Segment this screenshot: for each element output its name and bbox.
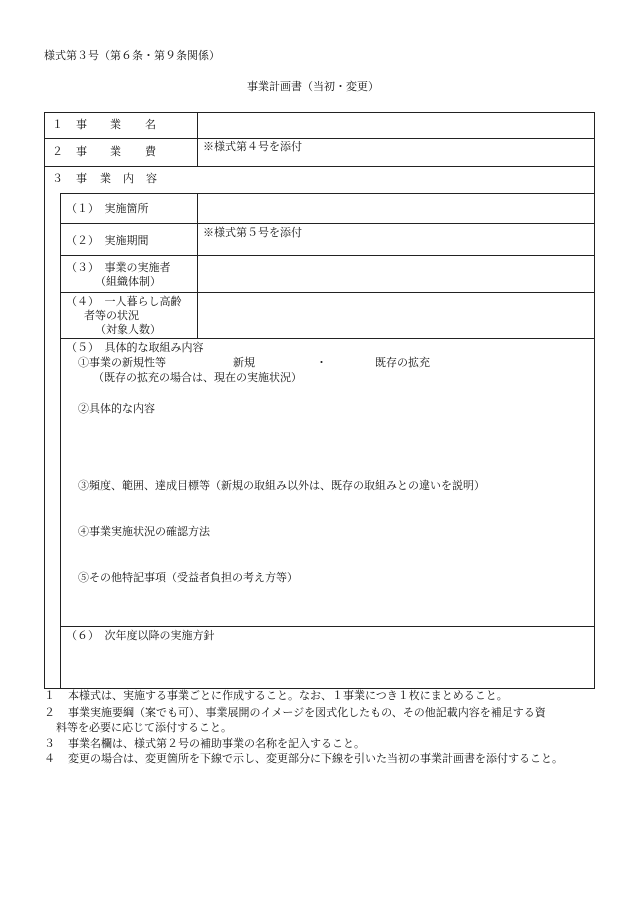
item-tokki-jikou: ⑤その他特記事項（受益者負担の考え方等） xyxy=(78,571,298,584)
jisshi-kasho-field[interactable] xyxy=(198,194,594,223)
sub-label-koureisha: （４） 一人暮らし高齢 xyxy=(66,295,182,308)
note-text: 変更の場合は、変更箇所を下線で示し、変更部分に下線を引いた当初の事業計画書を添付すること。 xyxy=(68,752,563,765)
item-hindo: ③頻度、範囲、達成目標等（新規の取組み以外は、既存の取組みとの違いを説明） xyxy=(78,479,485,492)
row-label-char: 業 xyxy=(110,145,121,158)
row-label-char: 事 xyxy=(76,145,87,158)
note-text-continued: 料等を必要に応じて添付すること。 xyxy=(56,721,232,734)
row-label-char: 費 xyxy=(145,145,156,158)
jigyou-hi-value: ※様式第４号を添付 xyxy=(203,140,302,153)
note-text: 事業名欄は、様式第２号の補助事業の名称を記入すること。 xyxy=(68,737,365,750)
row-label-char: 名 xyxy=(145,118,156,131)
koureisha-field[interactable] xyxy=(198,293,594,338)
document-title: 事業計画書（当初・変更） xyxy=(247,80,379,93)
item-shinkisei: ①事業の新規性等 xyxy=(78,356,166,369)
note-number: ３ xyxy=(44,737,55,750)
item-shinkisei-note: （既存の拡充の場合は、現在の実施状況） xyxy=(93,371,302,384)
form-number: 様式第３号（第６条・第９条関係） xyxy=(44,49,220,62)
note-number: ２ xyxy=(44,706,55,719)
jinendo-field[interactable] xyxy=(61,645,594,688)
note-text: 本様式は、実施する事業ごとに作成すること。なお、１事業につき１枚にまとめること。 xyxy=(68,689,508,702)
option-shinki[interactable]: 新規 xyxy=(233,356,255,369)
row-number: ３ xyxy=(52,172,63,185)
row-number: ２ xyxy=(52,145,63,158)
sub-label-koureisha-3: （対象人数） xyxy=(95,323,161,336)
section-torikumi-title: （５） 具体的な取組み内容 xyxy=(66,341,204,354)
sub-label-jisshi-kikan: （２） 実施期間 xyxy=(66,234,149,247)
item-gutaiteki-naiyou: ②具体的な内容 xyxy=(78,402,155,415)
sub-label-jisshisha-note: （組織体制） xyxy=(95,275,161,288)
row-label-char: 業 xyxy=(100,172,111,185)
row-label-char: 内 xyxy=(123,172,134,185)
sub-label-koureisha-2: 者等の状況 xyxy=(84,309,139,322)
row-label-char: 事 xyxy=(76,118,87,131)
note-text: 事業実施要綱（案でも可）、事業展開のイメージを図式化したもの、その他記載内容を補足する資 xyxy=(68,706,546,719)
row-label-char: 業 xyxy=(110,118,121,131)
item-kakunin-houhou: ④事業実施状況の確認方法 xyxy=(78,525,210,538)
row-label-char: 事 xyxy=(76,172,87,185)
note-number: ４ xyxy=(44,752,55,765)
sub-label-jisshi-kasho: （１） 実施箇所 xyxy=(66,202,149,215)
section-jinendo: （６） 次年度以降の実施方針 xyxy=(66,629,215,642)
jigyou-mei-field[interactable] xyxy=(198,113,594,138)
sub-label-jisshisha: （３） 事業の実施者 xyxy=(66,261,171,274)
option-kizon-kakuju[interactable]: 既存の拡充 xyxy=(375,356,430,369)
jisshi-kikan-value: ※様式第５号を添付 xyxy=(203,226,302,239)
note-number: １ xyxy=(44,689,55,702)
option-separator: ・ xyxy=(316,356,327,369)
row-number: １ xyxy=(52,118,63,131)
jisshisha-field[interactable] xyxy=(198,256,594,292)
row-label-char: 容 xyxy=(146,172,157,185)
